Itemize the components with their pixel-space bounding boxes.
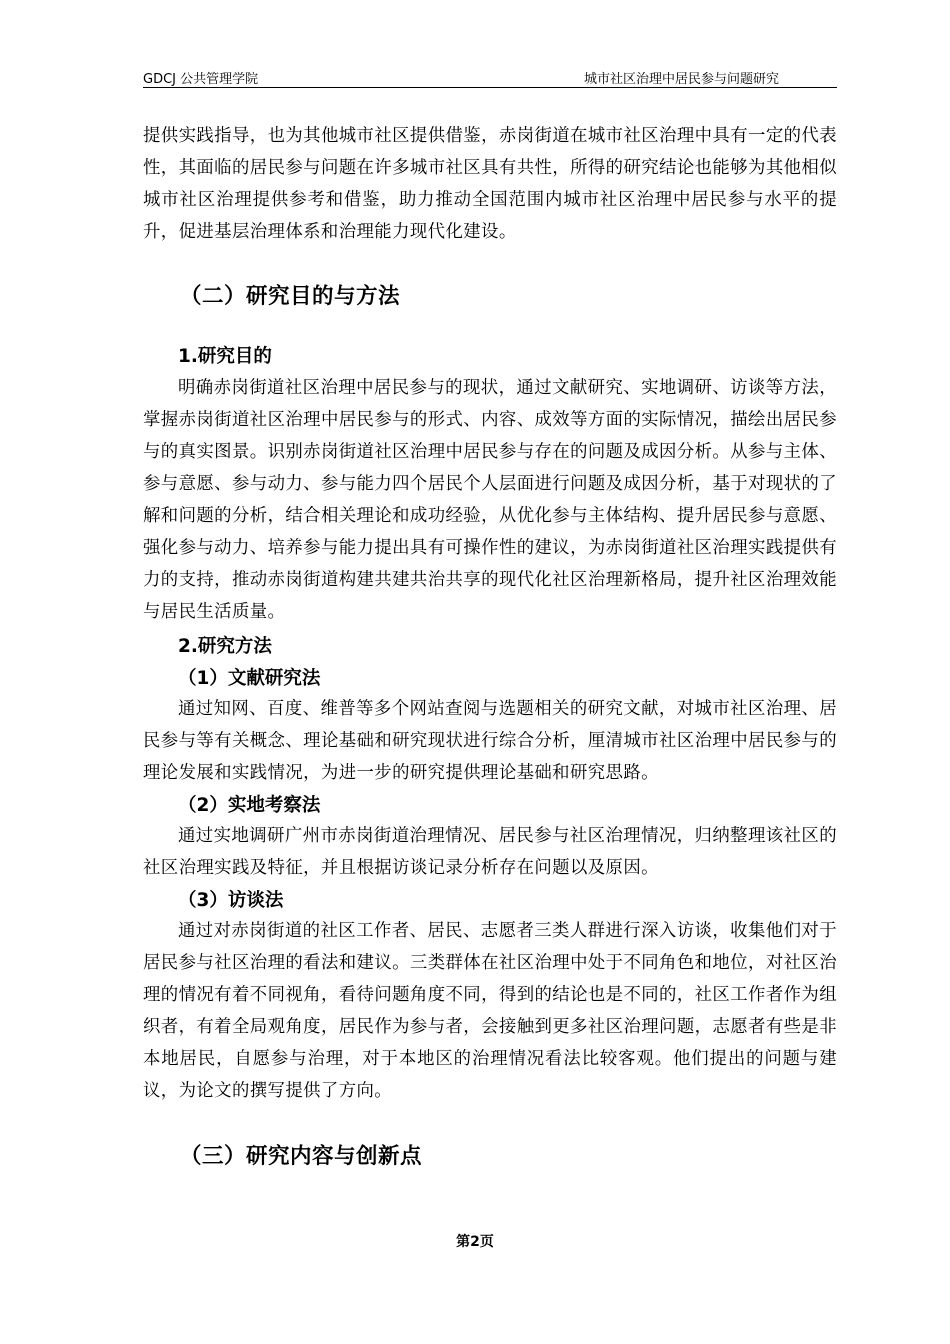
interview-paragraph: 通过对赤岗街道的社区工作者、居民、志愿者三类人群进行深入访谈，收集他们对于居民参与社区治理的看法和建议。三类群体在社区治理中处于不同角色和地位，对社区治理的情况有着不同视角，看待问题角度不同，得到的结论也是不同的，社区工作者作为组织者，有着全局观角度，居民作为参与者，会接触到更多社区治理问题，志愿者有些是非本地居民，自愿参与治理，对于本地区的治理情况看法比较客观。他们提出的问题与建议，为论文的撰写提供了方向。: [143, 921, 837, 1101]
method-fieldwork-heading: （2）实地考察法: [178, 795, 321, 816]
literature-paragraph: 通过知网、百度、维普等多个网站查阅与选题相关的研究文献，对城市社区治理、居民参与等有关概念、理论基础和研究现状进行综合分析，厘清城市社区治理中居民参与的理论发展和实践情况，为进一步的研究提供理论基础和研究思路。: [143, 699, 837, 783]
subheading-purpose: 1.研究目的: [178, 346, 272, 367]
method-interview-heading: （3）访谈法: [178, 890, 284, 911]
page-number: 第2页: [456, 1234, 494, 1250]
subheading-methods: 2.研究方法: [178, 636, 272, 657]
fieldwork-paragraph: 通过实地调研广州市赤岗街道治理情况、居民参与社区治理情况，归纳整理该社区的社区治理实践及特征，并且根据访谈记录分析存在问题以及原因。: [143, 826, 837, 878]
header-right-text: 城市社区治理中居民参与问题研究: [583, 72, 779, 87]
header-left-text: GDCJ 公共管理学院: [143, 72, 259, 87]
section-heading-3: （三）研究内容与创新点: [180, 1144, 423, 1169]
section-heading-2: （二）研究目的与方法: [180, 284, 401, 309]
intro-paragraph: 提供实践指导，也为其他城市社区提供借鉴，赤岗街道在城市社区治理中具有一定的代表性，其面临的居民参与问题在许多城市社区具有共性，所得的研究结论也能够为其他相似城市社区治理提供参考和借鉴，助力推动全国范围内城市社区治理中居民参与水平的提升，促进基层治理体系和治理能力现代化建设。: [143, 126, 837, 242]
method-literature-heading: （1）文献研究法: [178, 668, 321, 689]
purpose-paragraph: 明确赤岗街道社区治理中居民参与的现状，通过文献研究、实地调研、访谈等方法，掌握赤岗街道社区治理中居民参与的形式、内容、成效等方面的实际情况，描绘出居民参与的真实图景。识别赤岗街道社区治理中居民参与存在的问题及成因分析。从参与主体、参与意愿、参与动力、参与能力四个居民个人层面进行问题及成因分析，基于对现状的了解和问题的分析，结合相关理论和成功经验，从优化参与主体结构、提升居民参与意愿、强化参与动力、培养参与能力提出具有可操作性的建议，为赤岗街道社区治理实践提供有力的支持，推动赤岗街道构建共建共治共享的现代化社区治理新格局，提升社区治理效能与居民生活质量。: [143, 378, 837, 622]
page-header: [143, 67, 837, 88]
